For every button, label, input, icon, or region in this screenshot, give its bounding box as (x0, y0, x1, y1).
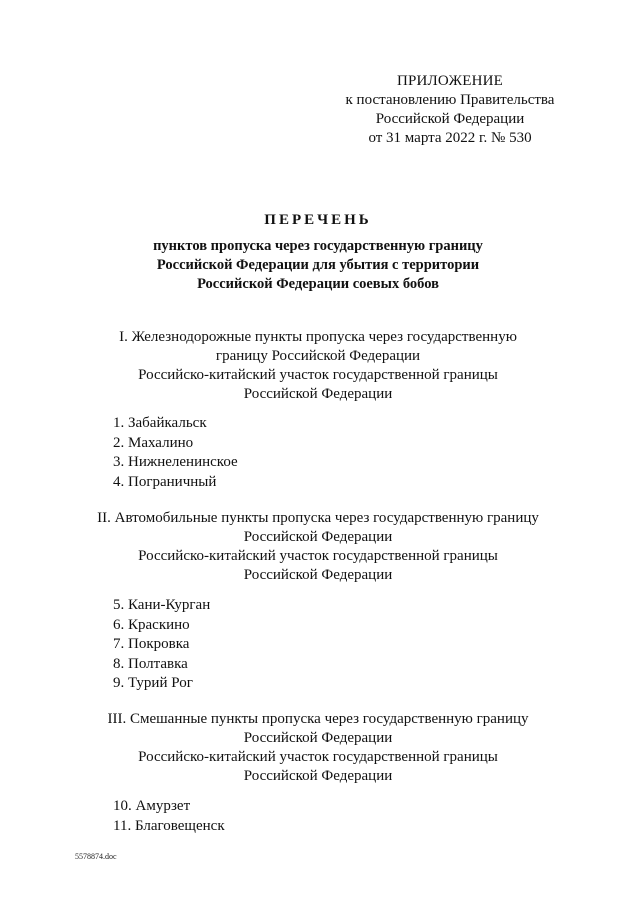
appendix-reference-line: к постановлению Правительства (345, 92, 555, 108)
list-item: 6. Краскино (113, 616, 190, 633)
appendix-header (330, 72, 570, 148)
border-point-list (113, 596, 210, 694)
section-subheading-line: Российской Федерации (243, 567, 393, 583)
list-item: 3. Нижнеленинское (113, 454, 238, 470)
section-heading-line: Российской Федерации (243, 529, 393, 545)
section-subheading-line: Российской Федерации (243, 768, 393, 784)
section-subheading-line: Российско-китайский участок государственной границы (138, 367, 498, 383)
list-item: 7. Покровка (113, 636, 190, 652)
list-item: 1. Забайкальск (113, 415, 207, 431)
list-item: 9. Турий Рог (113, 675, 193, 691)
border-point-list (113, 414, 238, 492)
subtitle-line: Российской Федерации соевых бобов (197, 276, 439, 292)
section-subheading-line: Российско-китайский участок государственной границы (138, 749, 498, 765)
list-item: 8. Полтавка (113, 655, 188, 672)
section-subheading-line: Российской Федерации (243, 386, 393, 402)
subtitle-line: пунктов пропуска через государственную границу (153, 238, 483, 254)
list-item: 10. Амурзет (113, 798, 191, 814)
section-heading (0, 710, 636, 786)
document-subtitle (0, 237, 636, 294)
appendix-date-number: от 31 марта 2022 г. № 530 (368, 130, 532, 146)
section-subheading-line: Российско-китайский участок государственной границы (138, 548, 498, 564)
section-heading-line: границу Российской Федерации (215, 348, 421, 364)
subtitle-line: Российской Федерации для убытия с территории (156, 257, 480, 273)
appendix-title: ПРИЛОЖЕНИЕ (396, 73, 504, 89)
section-heading (0, 328, 636, 404)
section-heading-line: III. Смешанные пункты пропуска через государственную границу (107, 711, 529, 727)
section-heading-line: Российской Федерации (243, 730, 393, 746)
section-heading-line: I. Железнодорожные пункты пропуска через государственную (119, 329, 517, 345)
list-item: 11. Благовещенск (113, 817, 225, 834)
section-heading (0, 509, 636, 585)
list-item: 4. Пограничный (113, 473, 217, 490)
file-name-footer: 5578874.doc (75, 852, 117, 861)
list-item: 2. Махалино (113, 434, 194, 451)
section-heading-line: II. Автомобильные пункты пропуска через государственную границу (97, 510, 539, 526)
appendix-reference-line: Российской Федерации (375, 111, 525, 127)
document-title: ПЕРЕЧЕНЬ (264, 212, 372, 228)
list-item: 5. Кани-Курган (113, 597, 211, 613)
border-point-list (113, 797, 225, 836)
